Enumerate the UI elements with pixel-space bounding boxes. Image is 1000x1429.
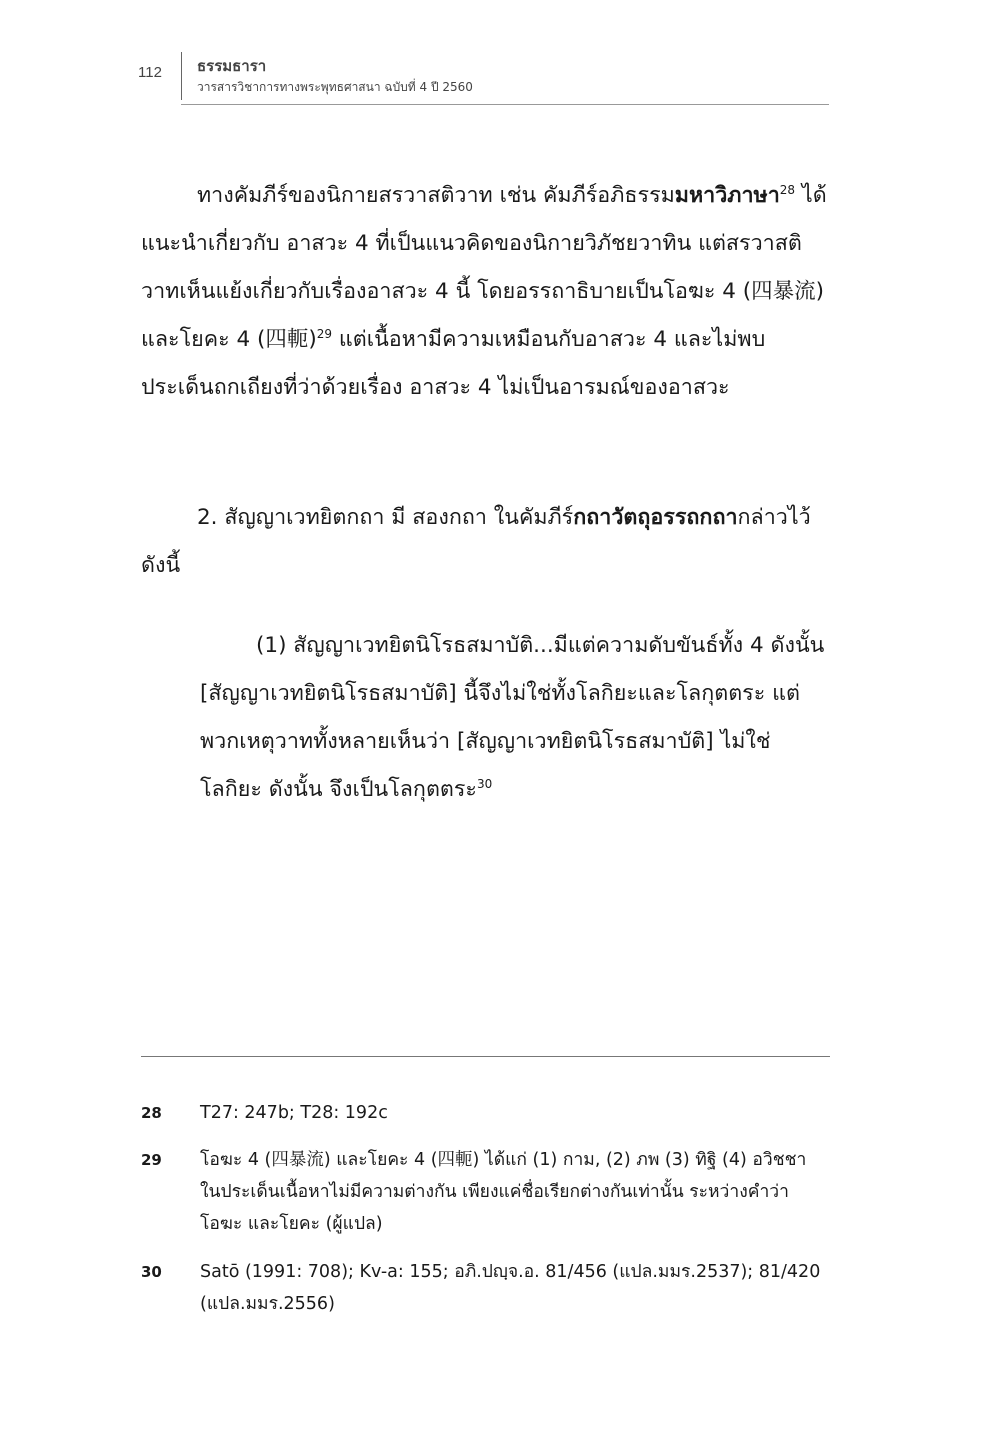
footnote-text: T27: 247b; T28: 192c [200,1103,388,1123]
page-number: 112 [138,64,162,81]
para1-bold-term: มหาวิภาษา [674,183,780,208]
footnote-number: 28 [141,1104,162,1122]
footnote-text: Satō (1991: 708); Kv-a: 155; อภิ.ปญฺจ.อ. 81/456 (แปล.มมร.2537); 81/420 (แปล.มมร.2556) [200,1262,821,1314]
body-paragraph-1 [141,172,831,412]
para2-bold-term: กถาวัตถุอรรถกถา [573,505,738,530]
journal-title: ธรรมธารา [197,57,267,75]
block-quote [200,622,831,814]
footnote-ref-29[interactable]: 29 [316,326,333,341]
para1-text-c: แต่เนื้อหามีความเหมือนกับอาสวะ 4 และไม่พบประเด็นถกเถียงที่ว่าด้วยเรื่อง อาสวะ 4 ไม่เป็นอารมณ์ของอาสวะ [141,327,766,400]
footnote-number: 30 [141,1263,162,1281]
body-paragraph-2 [141,494,831,590]
journal-subtitle: วารสารวิชาการทางพระพุทธศาสนา ฉบับที่ 4 ปี 2560 [197,80,473,94]
footnote-number: 29 [141,1151,162,1169]
footnote-ref-30[interactable]: 30 [476,776,493,791]
header-divider [181,52,182,100]
para2-text-a: 2. สัญญาเวทยิตกถา มี สองกถา ในคัมภีร์ [197,505,574,530]
para1-text-b: ได้แนะนำเกี่ยวกับ อาสวะ 4 ที่เป็นแนวคิดของนิกายวิภัชยวาทิน แต่สรวาสติวาทเห็นแย้งเกี่ยวกับเรื่องอาสวะ 4 นี้ โดยอรรถาธิบายเป็นโอฆะ 4 (四暴流) และโยคะ 4 (四軛) [141,183,827,352]
footnote-text: โอฆะ 4 (四暴流) และโยคะ 4 (四軛) ได้แก่ (1) กาม, (2) ภพ (3) ทิฐิ (4) อวิชชา ในประเด็นเนื้อหาไม่มีความต่างกัน เพียงแค่ชื่อเรียกต่างกันเท่านั้น ระหว่างคำว่า โอฆะ และโยคะ (ผู้แปล) [200,1150,807,1234]
footnote-ref-28[interactable]: 28 [779,182,796,197]
footnote-rule [141,1056,830,1057]
para1-text-a: ทางคัมภีร์ของนิกายสรวาสติวาท เช่น คัมภีร์อภิธรรม [197,183,675,208]
header-rule [181,104,829,105]
quote-text: (1) สัญญาเวทยิตนิโรธสมาบัติ...มีแต่ความดับขันธ์ทั้ง 4 ดังนั้น [สัญญาเวทยิตนิโรธสมาบัติ] นี้จึงไม่ใช่ทั้งโลกิยะและโลกุตตระ แต่พวกเหตุวาททั้งหลายเห็นว่า [สัญญาเวทยิตนิโรธสมาบัติ] ไม่ใช่โลกิยะ ดังนั้น จึงเป็นโลกุตตระ [200,633,825,802]
para2-text-b: กล่าวไว้ดังนี้ [141,505,811,578]
